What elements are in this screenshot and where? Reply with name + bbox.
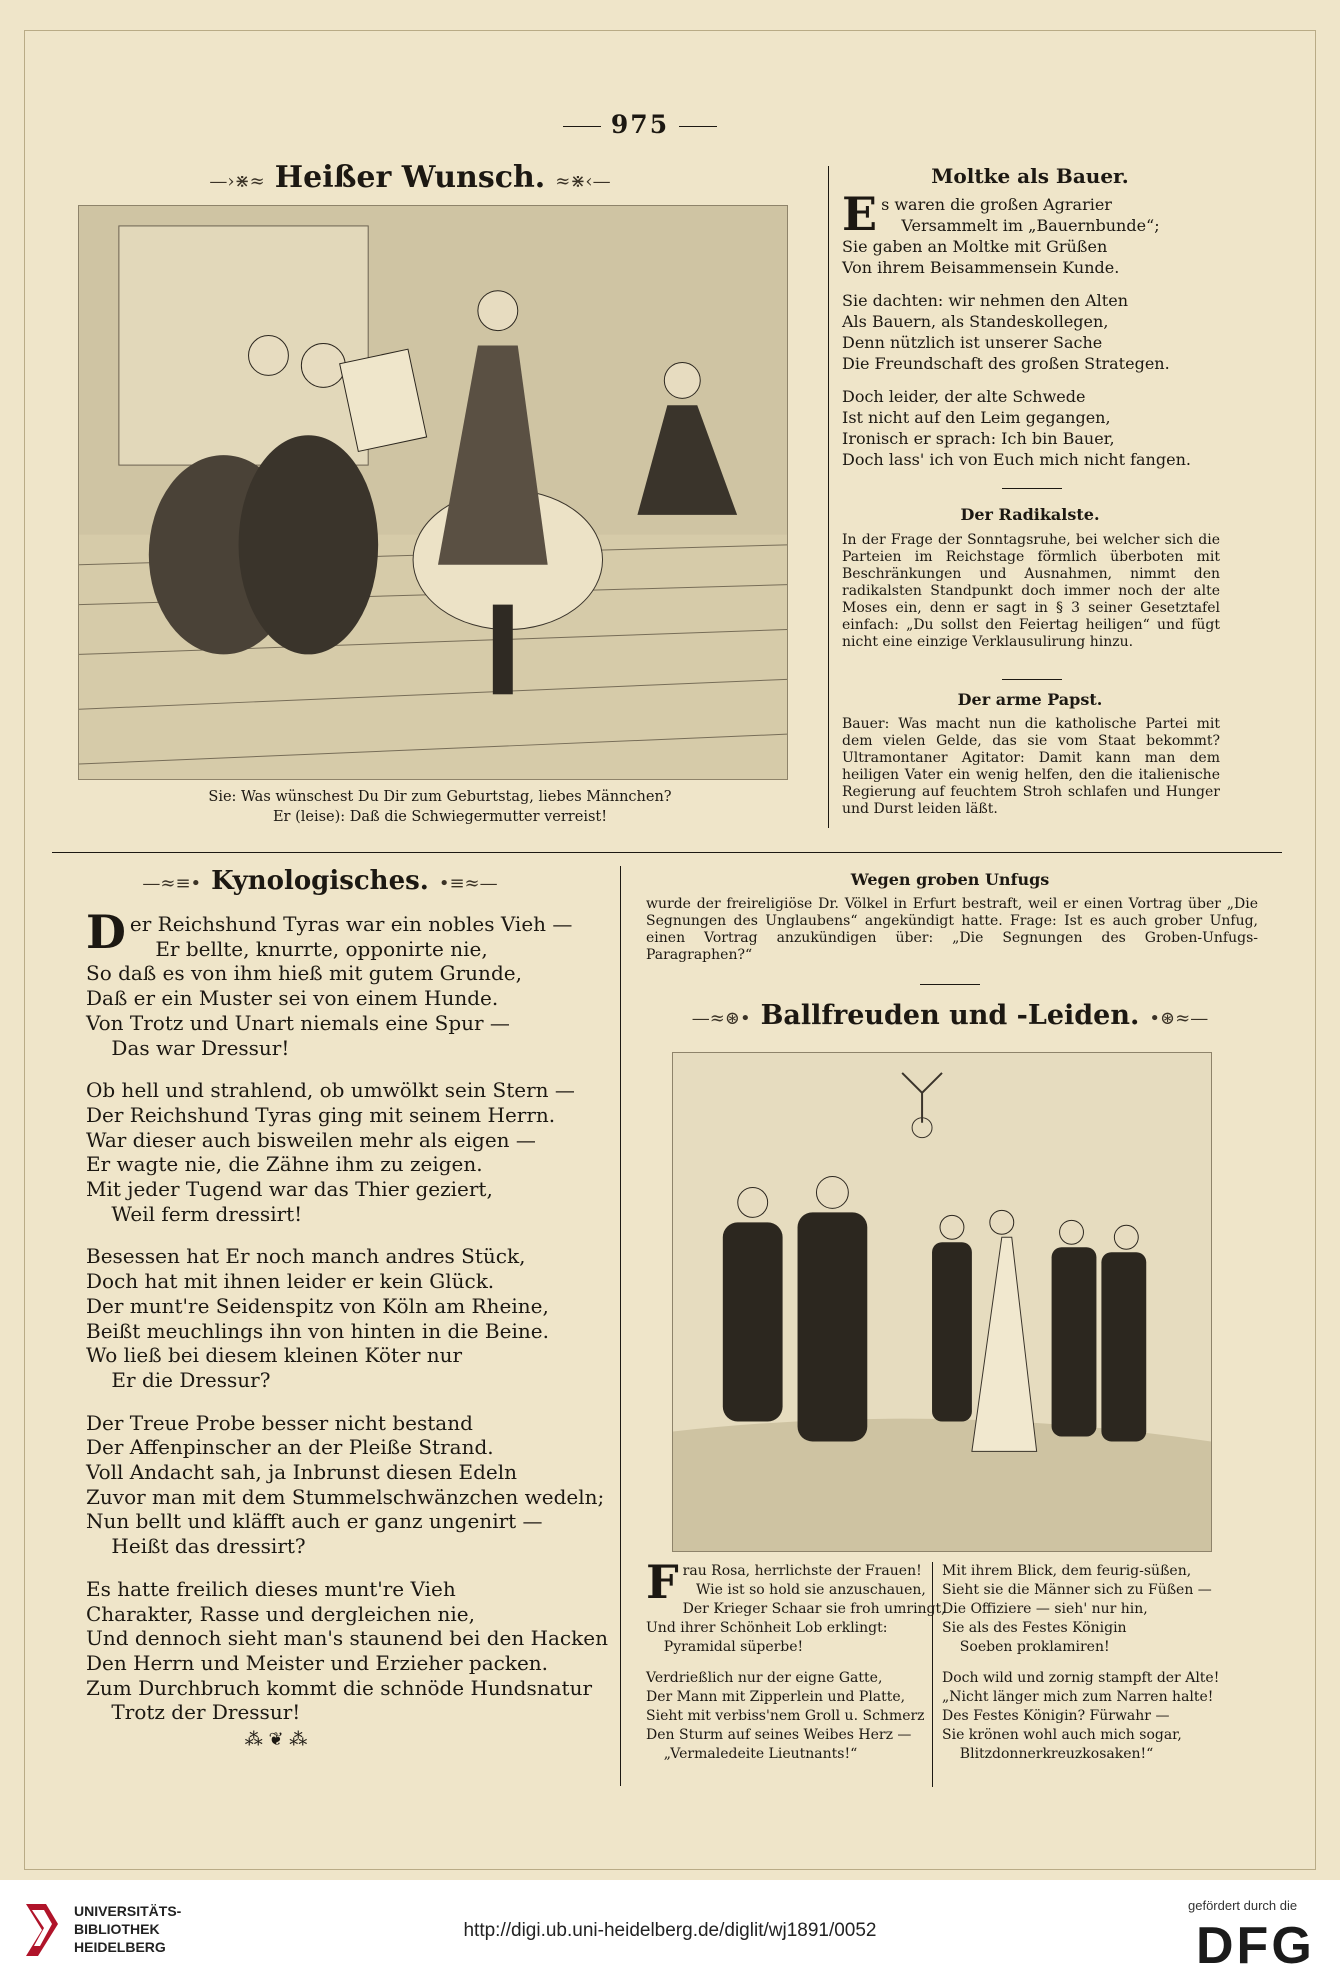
library-line-3: HEIDELBERG bbox=[74, 1939, 166, 1955]
radikalste-text: In der Frage der Sonntagsruhe, bei welcher sich die Parteien im Reichstage förmlich überboten mit Beschränkungen und Ausnahmen, nimmt den radikalsten Standpunkt doch immer noch der alte Moses ein, denn er sagt in § 3 seiner Gesetztafel einfach: „Du sollst den Feiertag heiligen“ und fügt nicht eine einzige Verklausulirung hinzu. bbox=[842, 532, 1220, 650]
ballroom-illustration bbox=[672, 1052, 1212, 1552]
kyn-ornament-right: •≡≈— bbox=[438, 873, 498, 894]
kynologisches-title-text: Kynologisches. bbox=[211, 866, 429, 896]
kynologisches-title bbox=[80, 866, 560, 896]
ball-col2-stanza-1: Mit ihrem Blick, dem feurig-süßen, Sieht sie die Männer sich zu Füßen — Die Offiziere — sieh' nur hin, Sie als des Festes Königin Soeben proklamiren! bbox=[942, 1563, 1212, 1655]
heisser-wunsch-title-text: Heißer Wunsch. bbox=[274, 160, 546, 195]
library-line-2: BIBLIOTHEK bbox=[74, 1921, 160, 1937]
university-logo-icon bbox=[22, 1900, 62, 1960]
caption-line-1: Sie: Was wünschest Du Dir zum Geburtstag, liebes Männchen? bbox=[208, 789, 672, 805]
ball-col1-stanza-2: Verdrießlich nur der eigne Gatte, Der Mann mit Zipperlein und Platte, Sieht mit verbiss'nem Groll u. Schmerz Den Sturm auf seines Weibes Herz — „Vermaledeite Lieutnants!“ bbox=[646, 1670, 925, 1762]
page-number: 975 bbox=[540, 110, 740, 139]
caption-line-2: Er (leise): Daß die Schwiegermutter verreist! bbox=[272, 809, 608, 825]
ball-col1-stanza-1: rau Rosa, herrlichste der Frauen! Wie ist so hold sie anzuschauen, Der Krieger Schaar sie froh umringt, Und ihrer Schönheit Lob erklingt: Pyramidal süperbe! bbox=[646, 1563, 946, 1655]
ball-col2-stanza-2: Doch wild und zornig stampft der Alte! „Nicht länger mich zum Narren halte! Des Festes Königin? Fürwahr — Sie krönen wohl auch mich sogar, Blitzdonnerkreuzkosaken!“ bbox=[942, 1670, 1220, 1762]
section-divider bbox=[52, 852, 1282, 853]
kyn-end-ornament: ⁂ ❦ ⁂ bbox=[244, 1729, 308, 1751]
kyn-ornament-left: —≈≡• bbox=[142, 873, 202, 894]
radikalste-title: Der Radikalste. bbox=[960, 505, 1100, 524]
moltke-title: Moltke als Bauer. bbox=[931, 164, 1129, 188]
title-ornament-right: ≈⋇‹— bbox=[555, 171, 611, 192]
library-name bbox=[74, 1902, 181, 1956]
ballroom-drawing bbox=[673, 1053, 1211, 1551]
heisser-wunsch-title bbox=[150, 160, 670, 195]
ballfreuden-title-text: Ballfreuden und -Leiden. bbox=[760, 1000, 1140, 1031]
kyn-dropcap: D bbox=[86, 905, 126, 959]
ball-ornament-right: •⊛≈— bbox=[1149, 1008, 1209, 1029]
heisser-wunsch-caption bbox=[120, 787, 760, 827]
family-illustration bbox=[78, 205, 788, 780]
ballfreuden-title bbox=[640, 1000, 1260, 1031]
ballfreuden-col2 bbox=[942, 1562, 1222, 1764]
dfg-logo: DFG bbox=[1196, 1917, 1315, 1975]
radikalste-rule bbox=[1002, 679, 1062, 680]
kyn-stanza-3: Besessen hat Er noch manch andres Stück, Doch hat mit ihnen leider er kein Glück. Der munt're Seidenspitz von Köln am Rheine, Beißt meuchlings ihn von hinten in die Beine. Wo ließ bei diesem kleinen Köter nur Er die Dressur? bbox=[86, 1244, 549, 1392]
ballfreuden-verse-divider bbox=[932, 1562, 933, 1787]
funded-by-label: gefördert durch die bbox=[1188, 1898, 1298, 1913]
moltke-stanza-1: s waren die großen Agrarier Versammelt im „Bauernbunde“; Sie gaben an Moltke mit Grüßen Von ihrem Beisammensein Kunde. bbox=[842, 195, 1160, 277]
moltke-poem bbox=[842, 187, 1222, 470]
page-footer bbox=[0, 1880, 1340, 1984]
unfug-rule bbox=[920, 984, 980, 985]
unfug-text: wurde der freireligiöse Dr. Völkel in Erfurt bestraft, weil er einen Vortrag über „Die Segnungen des Unglaubens“ angekündigt hatte. Frage: Ist es auch grober Unfug, einen Vortrag anzukündigen über: „Die Segnungen des Groben-Unfugs-Paragraphen?“ bbox=[646, 896, 1258, 963]
moltke-dropcap: E bbox=[842, 187, 878, 241]
papst-title: Der arme Papst. bbox=[957, 690, 1103, 709]
kyn-stanza-4: Der Treue Probe besser nicht bestand Der Affenpinscher an der Pleiße Strand. Voll Andacht sah, ja Inbrunst diesen Edeln Zuvor man mit dem Stummelschwänzchen wedeln; Nun bellt und kläfft auch er ganz ungenirt — Heißt das dressirt? bbox=[86, 1410, 605, 1559]
papst-text: Bauer: Was macht nun die katholische Partei mit dem vielen Gelde, das sie vom Staat bekommt? Ultramontaner Agitator: Damit kann man dem heiligen Vater ein wenig helfen, den die italienische Regierung auf feuchtem Stroh schlafen und Hunger und Durst leiden läßt. bbox=[842, 716, 1220, 817]
column-divider-top bbox=[828, 166, 829, 828]
ball-dropcap: F bbox=[646, 1555, 679, 1609]
title-ornament-left: —›⋇≈ bbox=[209, 171, 265, 192]
ballfreuden-col1 bbox=[646, 1555, 946, 1764]
ball-ornament-left: —≈⊛• bbox=[691, 1008, 751, 1029]
moltke-rule bbox=[1002, 488, 1062, 489]
kyn-stanza-1: er Reichshund Tyras war ein nobles Vieh — Er bellte, knurrte, opponirte nie, So daß es von ihm hieß mit gutem Grunde, Daß er ein Muster sei von einem Hunde. Von Trotz und Unart niemals eine Spur — Das war Dressur! bbox=[86, 912, 573, 1060]
kynologisches-poem bbox=[86, 905, 608, 1751]
moltke-stanza-2: Sie dachten: wir nehmen den Alten Als Bauern, als Standeskollegen, Denn nützlich ist unserer Sache Die Freundschaft des großen Strategen. bbox=[842, 291, 1170, 373]
family-scene-drawing bbox=[79, 206, 787, 779]
kyn-stanza-2: Ob hell und strahlend, ob umwölkt sein Stern — Der Reichshund Tyras ging mit seinem Herrn. War dieser auch bisweilen mehr als eigen — Er wagte nie, die Zähne ihm zu zeigen. Mit jeder Tugend war das Thier geziert, Weil ferm dressirt! bbox=[86, 1078, 575, 1226]
permalink-url[interactable]: http://digi.ub.uni-heidelberg.de/diglit/wj1891/0052 bbox=[463, 1920, 877, 1941]
unfug-title: Wegen groben Unfugs bbox=[850, 870, 1050, 889]
column-divider-bottom bbox=[620, 866, 621, 1786]
moltke-stanza-3: Doch leider, der alte Schwede Ist nicht auf den Leim gegangen, Ironisch er sprach: Ich bin Bauer, Doch lass' ich von Euch mich nicht fangen. bbox=[842, 387, 1191, 469]
library-line-1: UNIVERSITÄTS- bbox=[74, 1903, 182, 1919]
kyn-stanza-5: Es hatte freilich dieses munt're Vieh Charakter, Rasse und dergleichen nie, Und dennoch sieht man's staunend bei den Hacken Den Herrn und Meister und Erzieher packen. Zum Durchbruch kommt die schnöde Hundsnatur Trotz der Dressur! bbox=[86, 1576, 608, 1725]
